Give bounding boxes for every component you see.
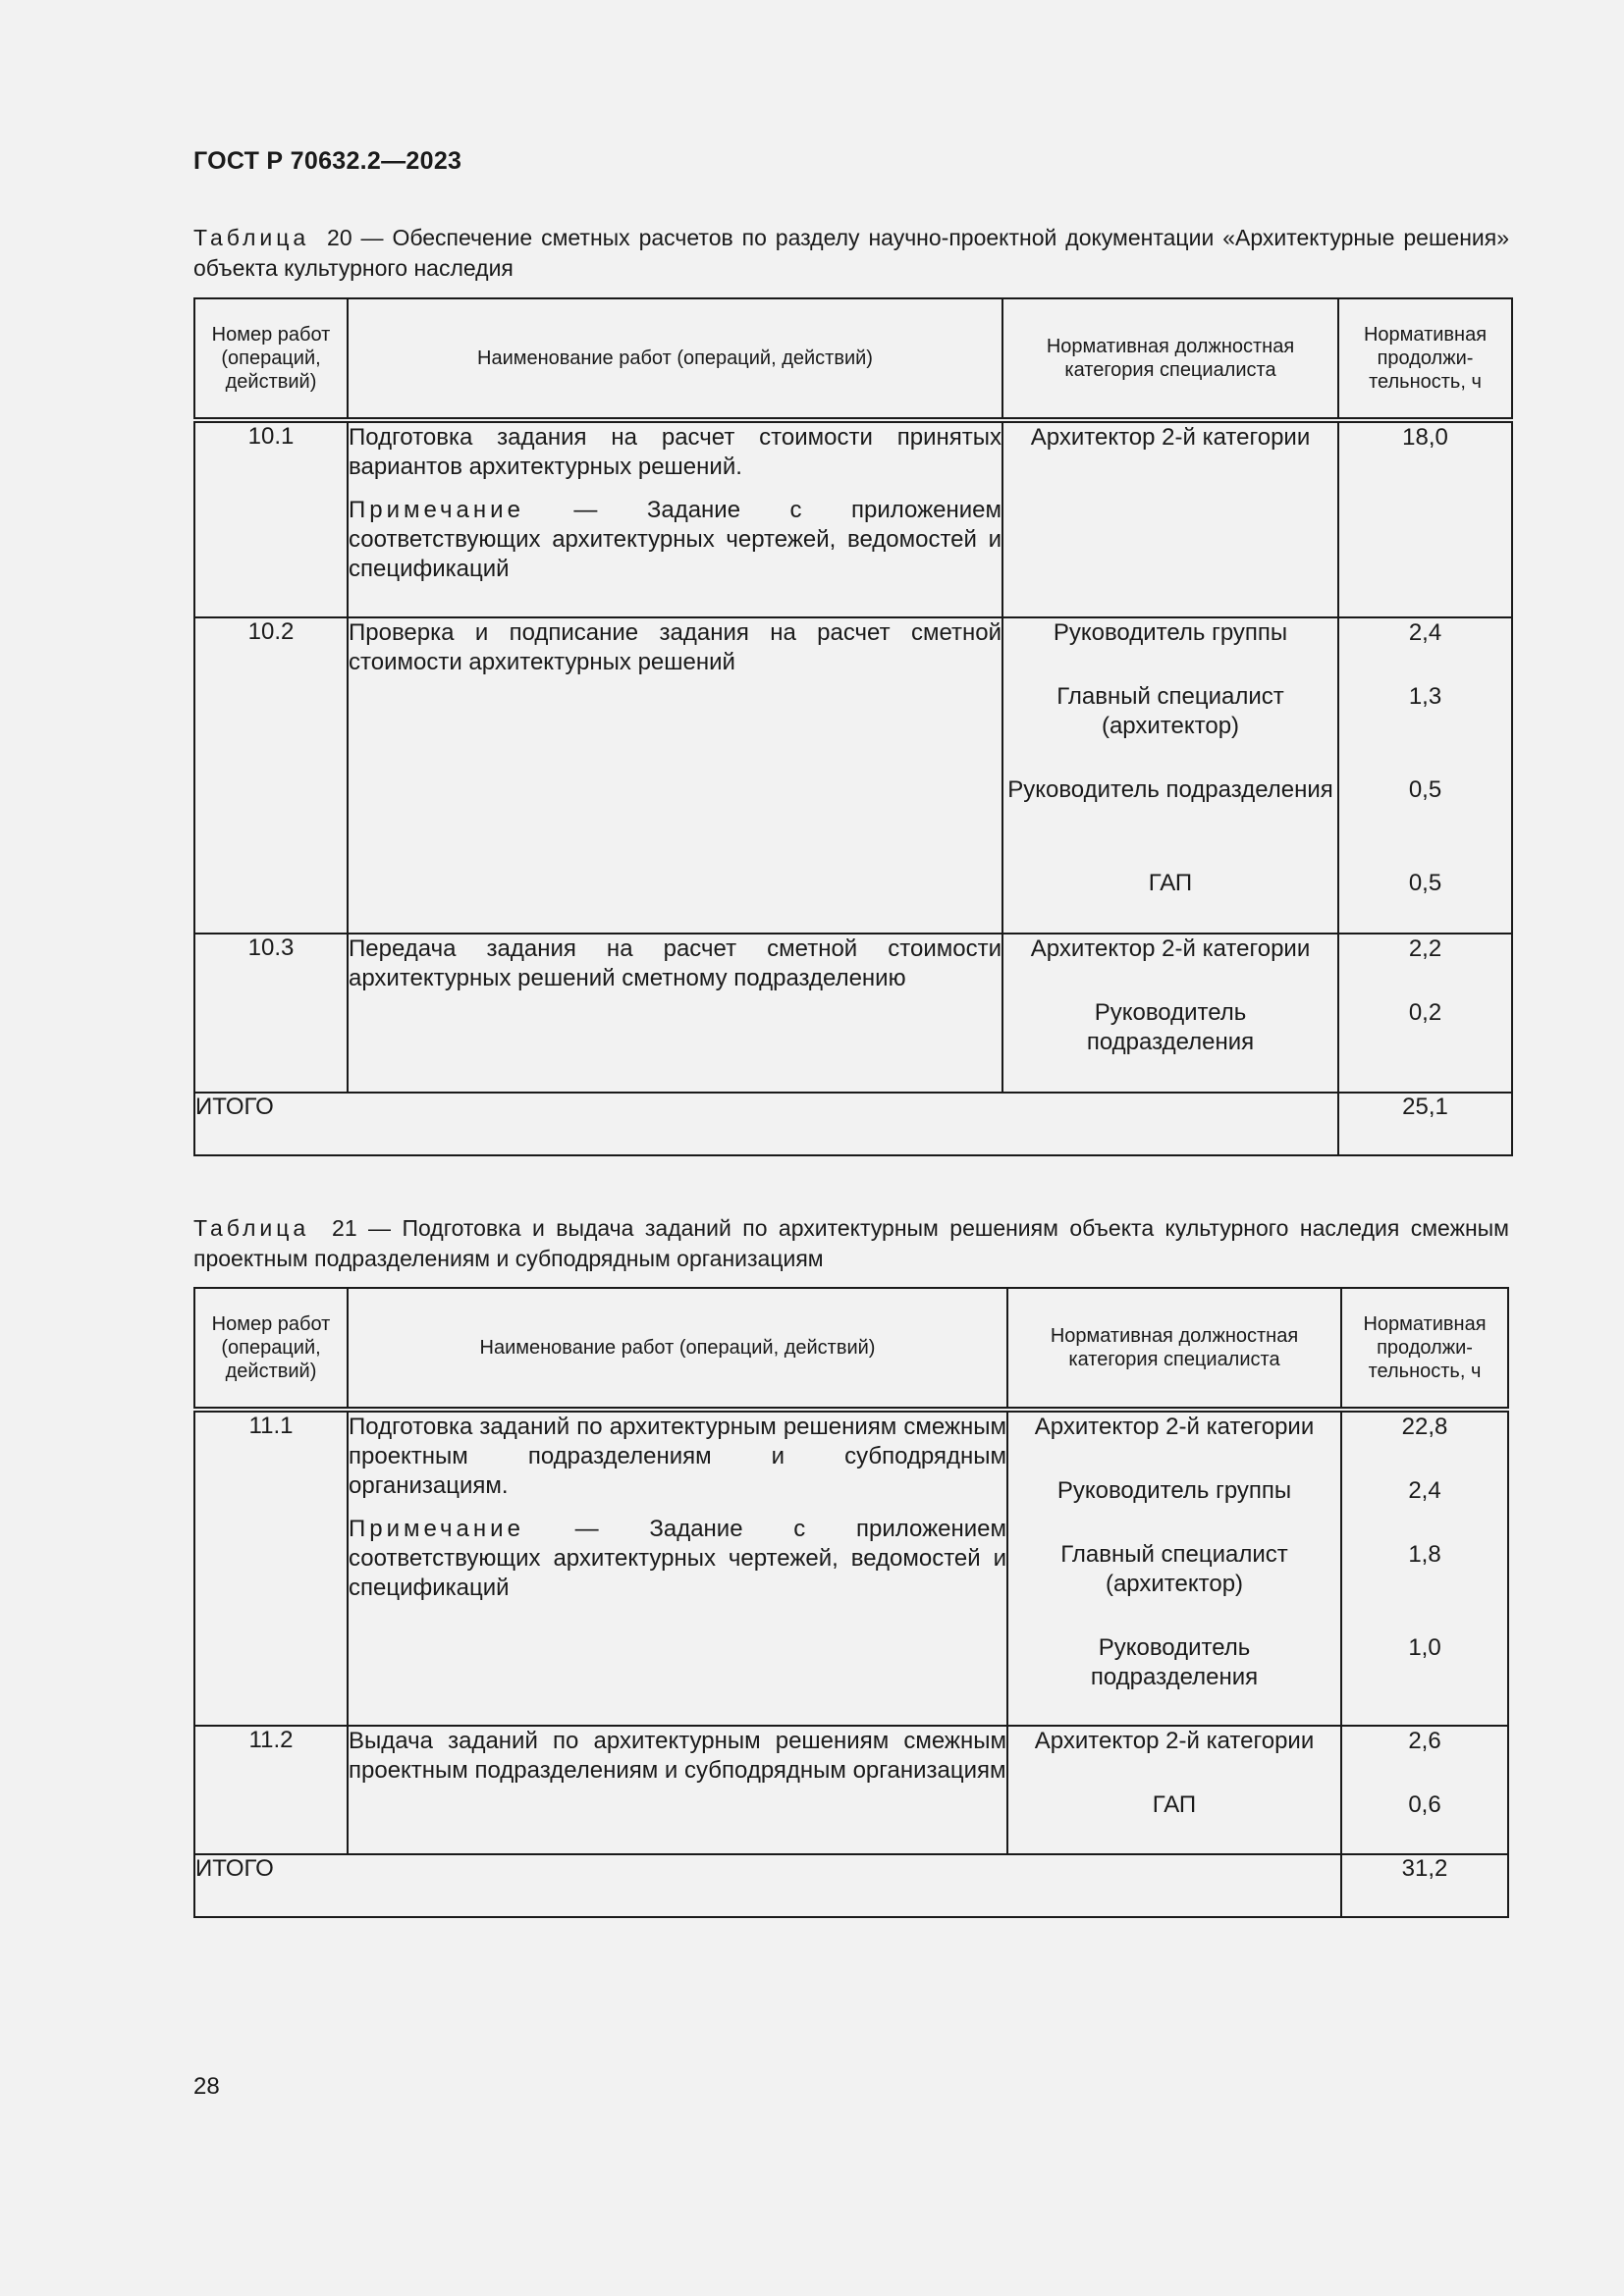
category-cell bbox=[1002, 617, 1338, 934]
total-label: ИТОГО bbox=[194, 1854, 1341, 1917]
category-entry: Руководитель подразделения bbox=[1090, 1634, 1259, 1690]
category-entry: Архитектор 2-й категории bbox=[1030, 935, 1311, 962]
total-value: 25,1 bbox=[1338, 1093, 1512, 1155]
column-header-name: Наименование работ (операций, действий) bbox=[348, 1288, 1007, 1410]
work-name bbox=[348, 934, 1002, 1093]
category-entry: Архитектор 2-й категории bbox=[1034, 1728, 1315, 1754]
duration-entry: 2,2 bbox=[1408, 935, 1442, 962]
column-header-num: Номер работ (операций, действий) bbox=[194, 1288, 348, 1410]
duration-entry: 0,6 bbox=[1408, 1791, 1441, 1818]
category-entry: Руководитель подразделения bbox=[1086, 999, 1255, 1055]
table-label: Таблица bbox=[193, 225, 310, 250]
work-name bbox=[348, 1726, 1007, 1854]
caption-text: 21 — Подготовка и выдача заданий по архитектурным решениям объекта культурного наследия смежным проектным подразделениям и субподрядным организациям bbox=[193, 1215, 1509, 1271]
category-entry: Главный специалист (архитектор) bbox=[1060, 1541, 1288, 1597]
note-label: Примечание bbox=[349, 1516, 524, 1542]
table-row bbox=[194, 617, 1512, 934]
column-header-duration: Нормативная продолжи-тельность, ч bbox=[1338, 298, 1512, 420]
duration-entry: 0,2 bbox=[1408, 999, 1442, 1026]
duration-cell bbox=[1338, 934, 1512, 1093]
note-text: — Задание с приложением соответствующих архитектурных чертежей, ведомостей и спецификаций bbox=[349, 1516, 1006, 1601]
row-number: 10.2 bbox=[194, 617, 348, 934]
row-number: 11.1 bbox=[194, 1410, 348, 1726]
work-note bbox=[349, 1515, 1006, 1603]
table-row bbox=[194, 420, 1512, 617]
work-name bbox=[348, 420, 1002, 617]
duration-cell bbox=[1341, 1726, 1508, 1854]
table-row bbox=[194, 934, 1512, 1093]
row-number: 11.2 bbox=[194, 1726, 348, 1854]
table-20 bbox=[193, 297, 1513, 1156]
duration-entry: 18,0 bbox=[1402, 424, 1448, 451]
duration-entry: 1,0 bbox=[1408, 1634, 1441, 1661]
duration-entry: 2,6 bbox=[1408, 1728, 1441, 1754]
work-name-text: Проверка и подписание задания на расчет сметной стоимости архитектурных решений bbox=[349, 619, 1001, 675]
category-entry: Руководитель подразделения bbox=[1007, 776, 1333, 803]
note-text: — Задание с приложением соответствующих архитектурных чертежей, ведомостей и спецификаций bbox=[349, 497, 1001, 582]
category-entry: ГАП bbox=[1148, 870, 1193, 896]
work-name bbox=[348, 617, 1002, 934]
total-value: 31,2 bbox=[1341, 1854, 1508, 1917]
total-row bbox=[194, 1854, 1508, 1917]
row-number: 10.1 bbox=[194, 420, 348, 617]
total-label: ИТОГО bbox=[194, 1093, 1338, 1155]
category-cell bbox=[1002, 934, 1338, 1093]
work-name-text: Выдача заданий по архитектурным решениям смежным проектным подразделениям и субподрядным организациям bbox=[349, 1728, 1006, 1784]
duration-entry: 2,4 bbox=[1408, 1477, 1441, 1504]
document-code: ГОСТ Р 70632.2—2023 bbox=[193, 147, 462, 175]
category-cell bbox=[1007, 1726, 1341, 1854]
work-note bbox=[349, 496, 1001, 584]
table-row bbox=[194, 1410, 1508, 1726]
total-row bbox=[194, 1093, 1512, 1155]
column-header-category: Нормативная должностная категория специалиста bbox=[1002, 298, 1338, 420]
column-header-num: Номер работ (операций, действий) bbox=[194, 298, 348, 420]
category-entry: Архитектор 2-й категории bbox=[1030, 424, 1311, 451]
work-name bbox=[348, 1410, 1007, 1726]
note-label: Примечание bbox=[349, 497, 524, 523]
duration-entry: 0,5 bbox=[1408, 870, 1442, 896]
work-name-text: Передача задания на расчет сметной стоимости архитектурных решений сметному подразделению bbox=[349, 935, 1001, 991]
column-header-name: Наименование работ (операций, действий) bbox=[348, 298, 1002, 420]
table-21 bbox=[193, 1287, 1509, 1918]
caption-text: 20 — Обеспечение сметных расчетов по разделу научно-проектной документации «Архитектурные решения» объекта культурного наследия bbox=[193, 225, 1510, 281]
duration-entry: 2,4 bbox=[1408, 619, 1442, 646]
column-header-category: Нормативная должностная категория специалиста bbox=[1007, 1288, 1341, 1410]
category-entry: Главный специалист (архитектор) bbox=[1056, 683, 1284, 739]
category-entry: Руководитель группы bbox=[1053, 619, 1288, 646]
duration-cell bbox=[1338, 617, 1512, 934]
category-cell bbox=[1002, 420, 1338, 617]
page-number: 28 bbox=[193, 2073, 220, 2100]
duration-entry: 0,5 bbox=[1408, 776, 1442, 803]
column-header-duration: Нормативная продолжи-тельность, ч bbox=[1341, 1288, 1508, 1410]
table-20-caption bbox=[193, 223, 1509, 284]
table-row bbox=[194, 1726, 1508, 1854]
category-entry: Архитектор 2-й категории bbox=[1034, 1414, 1315, 1440]
category-cell bbox=[1007, 1410, 1341, 1726]
category-entry: Руководитель группы bbox=[1056, 1477, 1292, 1504]
table-label: Таблица bbox=[193, 1215, 310, 1241]
row-number: 10.3 bbox=[194, 934, 348, 1093]
work-name-text: Подготовка заданий по архитектурным решениям смежным проектным подразделениям и субподрядным организациям. bbox=[349, 1414, 1006, 1499]
category-entry: ГАП bbox=[1152, 1791, 1197, 1818]
work-name-text: Подготовка задания на расчет стоимости принятых вариантов архитектурных решений. bbox=[349, 424, 1001, 480]
table-21-caption bbox=[193, 1213, 1509, 1274]
duration-cell bbox=[1338, 420, 1512, 617]
duration-entry: 1,3 bbox=[1408, 683, 1442, 710]
duration-entry: 22,8 bbox=[1401, 1414, 1448, 1440]
duration-cell bbox=[1341, 1410, 1508, 1726]
duration-entry: 1,8 bbox=[1408, 1541, 1441, 1568]
